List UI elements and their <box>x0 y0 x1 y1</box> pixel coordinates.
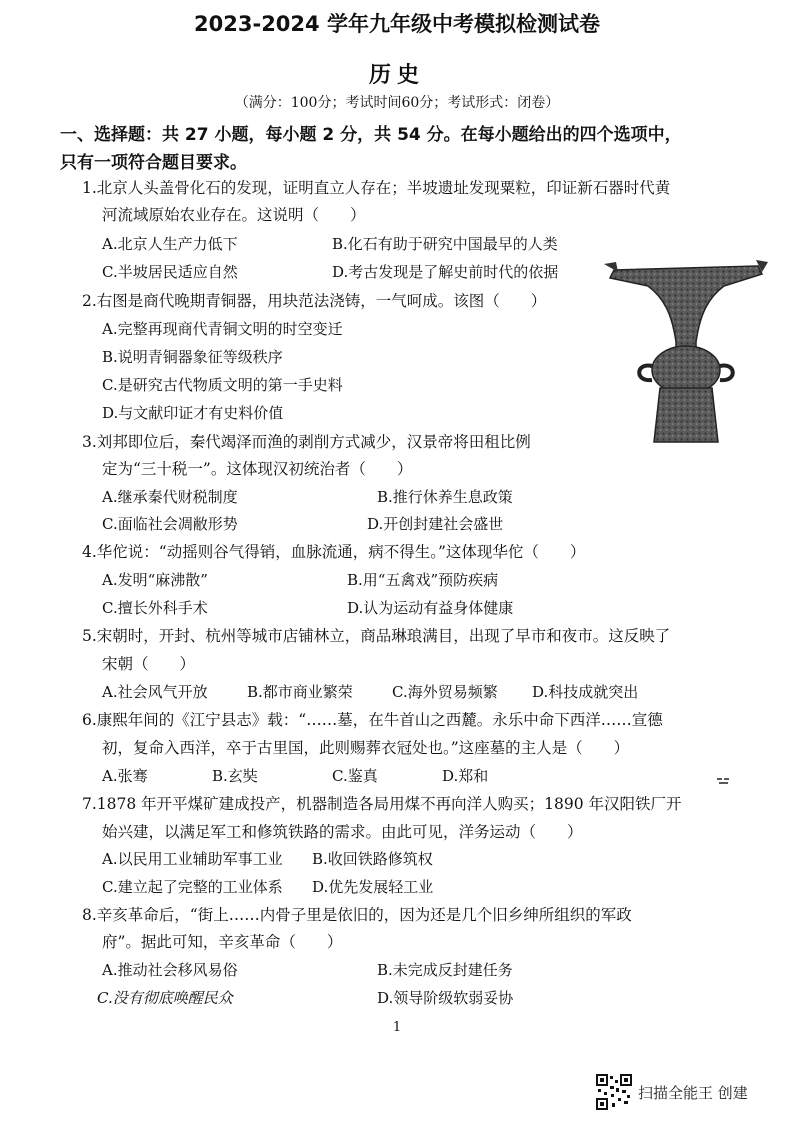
question-5-option-d: D.科技成就突出 <box>532 683 639 701</box>
question-8-option-c: C.没有彻底唤醒民众 <box>97 989 233 1007</box>
question-4-option-a: A.发明“麻沸散” <box>102 571 208 589</box>
question-7-option-d: D.优先发展轻工业 <box>312 878 434 896</box>
question-7-stem: 7.1878 年开平煤矿建成投产，机器制造各局用煤不再向洋人购买；1890 年汉阳铁厂开 <box>82 795 682 813</box>
footer-watermark-text: 扫描全能王 创建 <box>638 1084 748 1102</box>
section-heading-line2: 只有一项符合题目要求。 <box>60 153 247 173</box>
question-8-option-b: B.未完成反封建任务 <box>377 961 513 979</box>
question-1-stem: 1.北京人头盖骨化石的发现，证明直立人存在；半坡遗址发现粟粒，印证新石器时代黄 <box>82 179 671 197</box>
question-6-option-a: A.张骞 <box>102 767 148 785</box>
section-heading: 一、选择题：共 27 小题，每小题 2 分，共 54 分。在每小题给出的四个选项中， <box>60 125 682 145</box>
question-1-option-d: D.考古发现是了解史前时代的依据 <box>332 263 559 281</box>
question-2-option-c: C.是研究古代物质文明的第一手史料 <box>102 376 343 394</box>
page-number: 1 <box>392 1020 402 1035</box>
question-7-option-b: B.收回铁路修筑权 <box>312 850 433 868</box>
question-2-option-a: A.完整再现商代青铜文明的时空变迁 <box>102 320 343 338</box>
question-3-option-d: D.开创封建社会盛世 <box>367 515 504 533</box>
question-4-option-b: B.用“五禽戏”预防疾病 <box>347 571 499 589</box>
question-1-option-b: B.化石有助于研究中国最早的人类 <box>332 235 558 253</box>
question-8-option-d: D.领导阶级软弱妥协 <box>377 989 514 1007</box>
exam-info: （满分：100分；考试时间60分；考试形式：闭卷） <box>234 95 560 111</box>
subject-title: 历史 <box>368 63 425 88</box>
question-7-option-c: C.建立起了完整的工业体系 <box>102 878 283 896</box>
question-3-stem-line2: 定为“三十税一”。这体现汉初统治者（ ） <box>102 460 413 478</box>
bronze-vessel-image <box>596 258 776 448</box>
question-6-stem: 6.康熙年间的《江宁县志》载：“……墓，在牛首山之西麓。永乐中命下西洋……宣德 <box>82 711 663 729</box>
question-3-option-c: C.面临社会凋敝形势 <box>102 515 238 533</box>
question-1-option-c: C.半坡居民适应自然 <box>102 263 238 281</box>
question-2-option-b: B.说明青铜器象征等级秩序 <box>102 348 283 366</box>
question-8-stem-line2: 府”。据此可知，辛亥革命（ ） <box>102 933 343 951</box>
question-1-stem-line2: 河流域原始农业存在。这说明（ ） <box>102 206 366 224</box>
qr-code-icon <box>596 1074 632 1110</box>
question-5-option-a: A.社会风气开放 <box>102 683 208 701</box>
question-3-option-a: A.继承秦代财税制度 <box>102 488 238 506</box>
question-5-option-c: C.海外贸易频繁 <box>392 683 498 701</box>
question-7-option-a: A.以民用工业辅助军事工业 <box>102 850 283 868</box>
question-6-stem-line2: 初，复命入西洋，卒于古里国，此则赐葬衣冠处也。”这座墓的主人是（ ） <box>102 739 630 757</box>
question-6-option-b: B.玄奘 <box>212 767 258 785</box>
question-1-option-a: A.北京人生产力低下 <box>102 235 238 253</box>
question-2-option-d: D.与文献印证才有史料价值 <box>102 404 284 422</box>
question-4-stem: 4.华佗说：“动摇则谷气得销，血脉流通，病不得生。”这体现华佗（ ） <box>82 543 586 561</box>
question-3-option-b: B.推行休养生息政策 <box>377 488 513 506</box>
question-6-option-d: D.郑和 <box>442 767 489 785</box>
exam-title: 2023-2024 学年九年级中考模拟检测试卷 <box>194 12 600 36</box>
question-4-option-d: D.认为运动有益身体健康 <box>347 599 514 617</box>
question-6-option-c: C.鉴真 <box>332 767 378 785</box>
question-8-stem: 8.辛亥革命后，“街上……内骨子里是依旧的，因为还是几个旧乡绅所组织的军政 <box>82 906 632 924</box>
question-2-stem: 2.右图是商代晚期青铜器，用块范法浇铸，一气呵成。该图（ ） <box>82 292 547 310</box>
question-3-stem: 3.刘邦即位后，秦代竭泽而渔的剥削方式减少，汉景帝将田租比例 <box>82 433 531 451</box>
question-5-option-b: B.都市商业繁荣 <box>247 683 353 701</box>
question-4-option-c: C.擅长外科手术 <box>102 599 208 617</box>
question-5-stem: 5.宋朝时，开封、杭州等城市店铺林立，商品琳琅满目，出现了早市和夜市。这反映了 <box>82 627 671 645</box>
question-5-stem-line2: 宋朝（ ） <box>102 655 196 673</box>
question-8-option-a: A.推动社会移风易俗 <box>102 961 238 979</box>
stray-mark-icon <box>716 777 730 785</box>
question-7-stem-line2: 始兴建，以满足军工和修筑铁路的需求。由此可见，洋务运动（ ） <box>102 823 583 841</box>
